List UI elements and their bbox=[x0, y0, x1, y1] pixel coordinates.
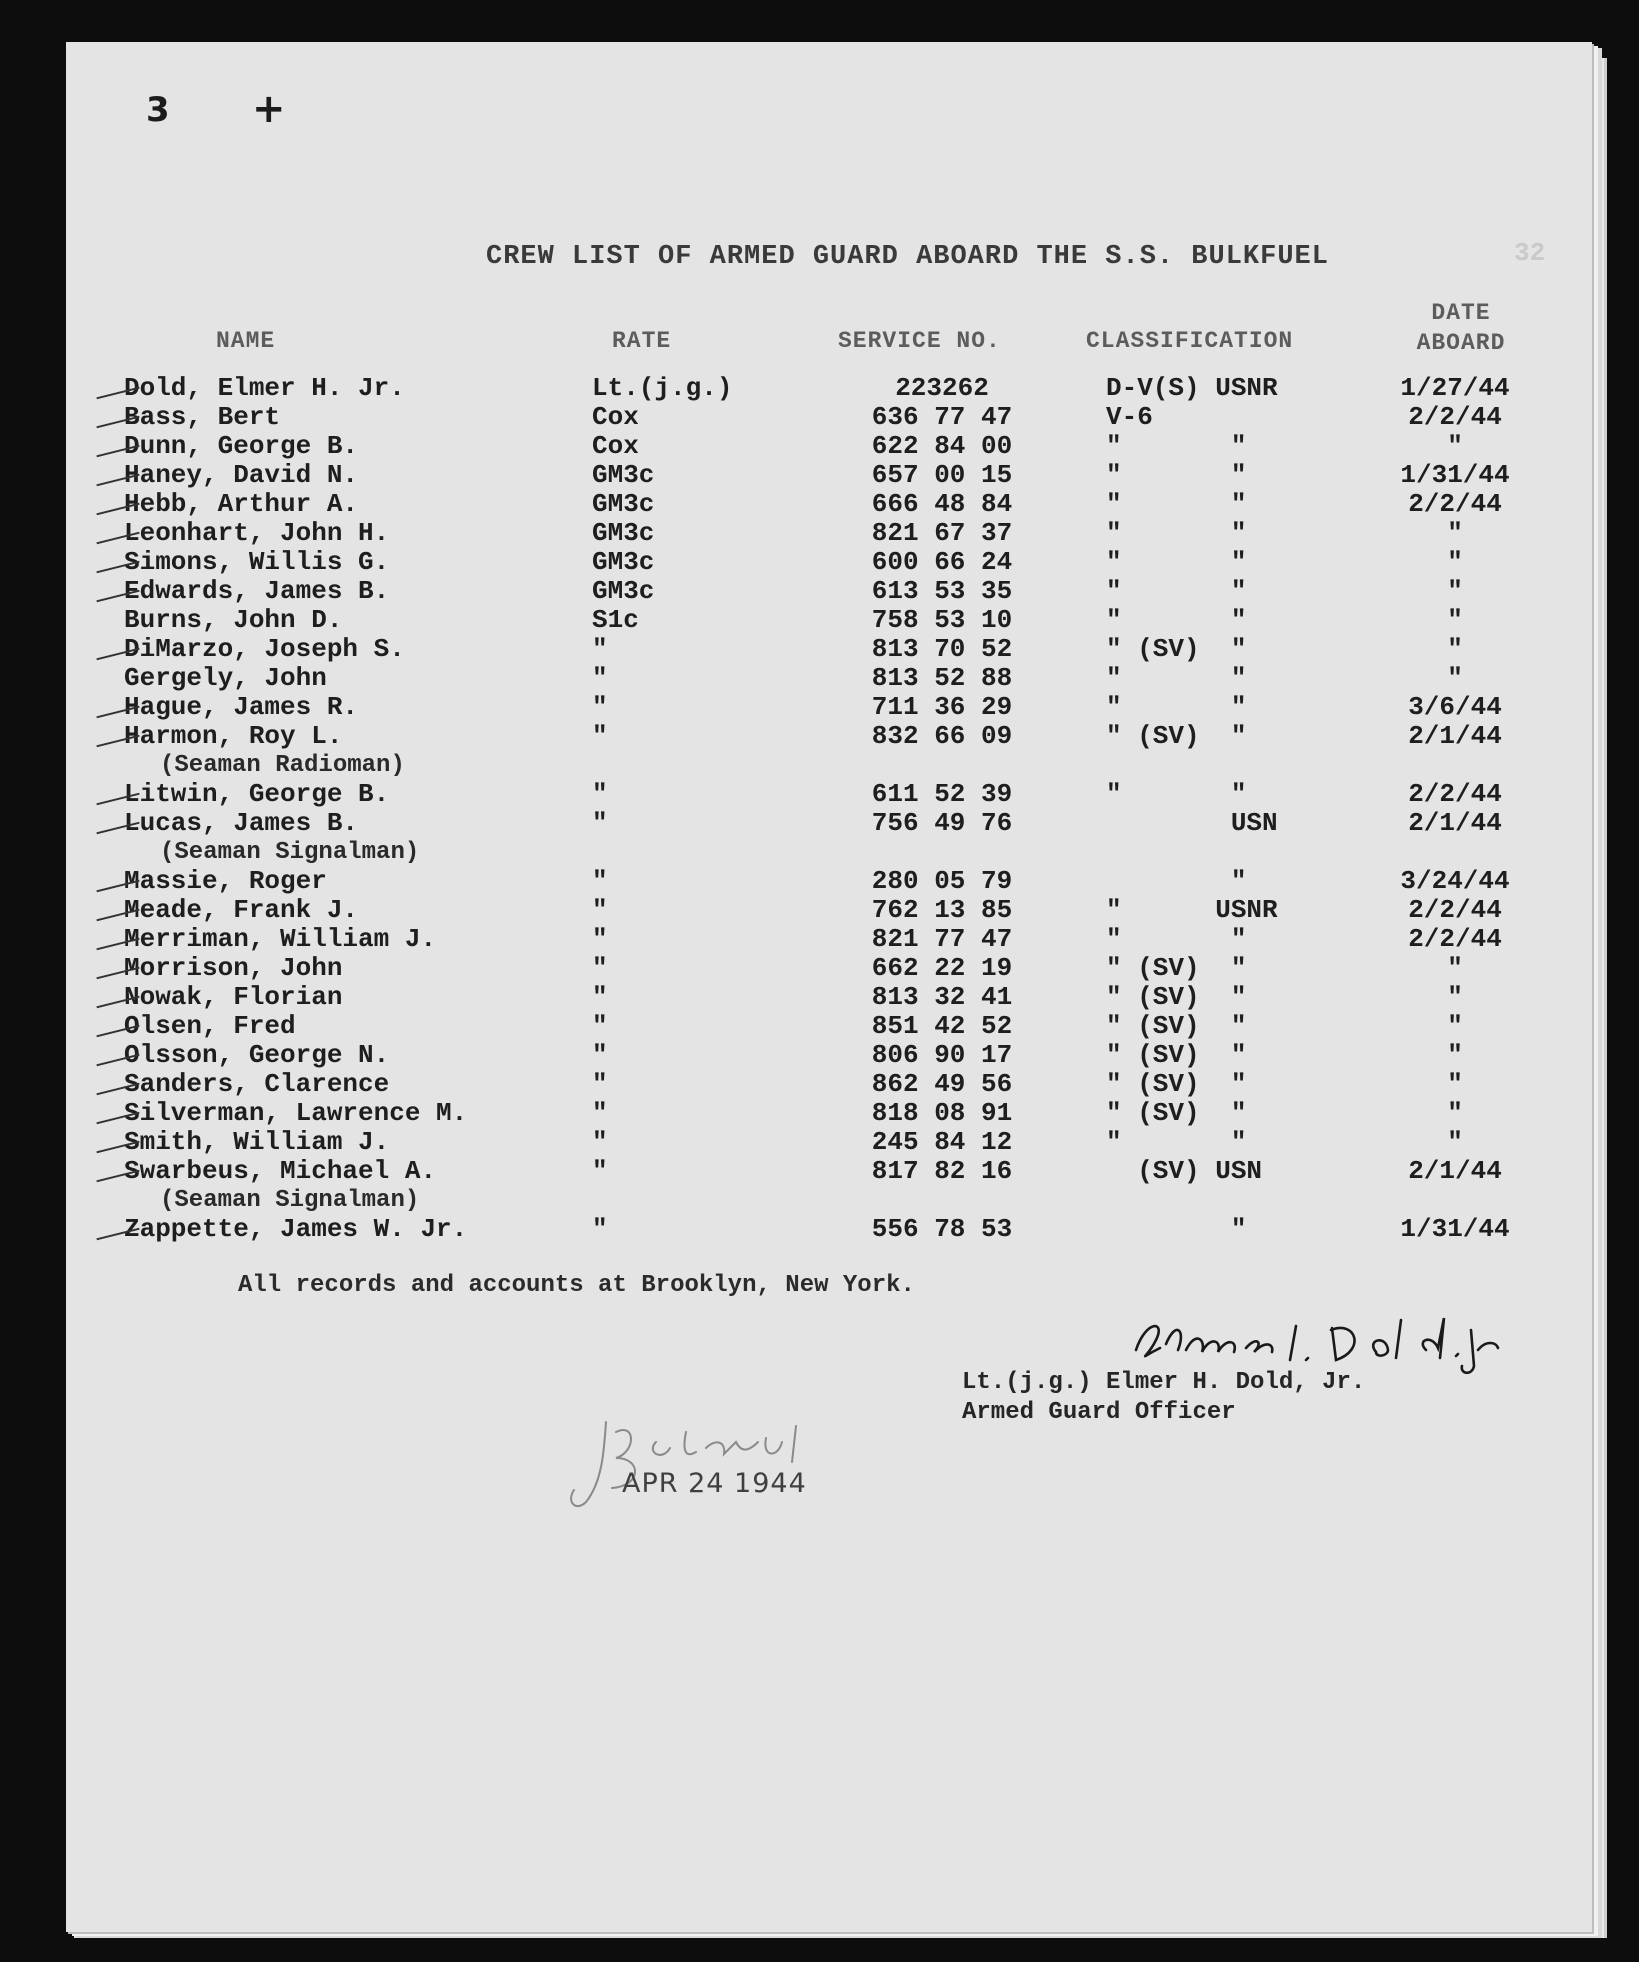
crew-service-no: 821 67 37 bbox=[871, 518, 1013, 548]
crew-date-aboard: " bbox=[1447, 1069, 1463, 1099]
crew-date-aboard: " bbox=[1447, 953, 1463, 983]
crew-date-aboard: 2/1/44 bbox=[1408, 1156, 1502, 1186]
crew-classification: " " bbox=[1106, 431, 1247, 461]
crew-rate: " bbox=[592, 634, 608, 664]
crew-rate: " bbox=[592, 1127, 608, 1157]
table-row bbox=[66, 461, 1592, 490]
table-row bbox=[66, 1128, 1592, 1157]
crew-service-no: 862 49 56 bbox=[871, 1069, 1013, 1099]
crew-classification: " " bbox=[1106, 1127, 1247, 1157]
crew-classification: " (SV) " bbox=[1106, 1098, 1247, 1128]
crew-name: Leonhart, John H. bbox=[124, 518, 390, 548]
crew-date-aboard: 2/1/44 bbox=[1408, 808, 1502, 838]
crew-service-no: 813 52 88 bbox=[871, 663, 1013, 693]
crew-classification: " " bbox=[1106, 518, 1247, 548]
crew-rate: GM3c bbox=[592, 576, 655, 606]
crew-classification: " (SV) " bbox=[1106, 634, 1247, 664]
crew-service-no: 636 77 47 bbox=[871, 402, 1013, 432]
crew-date-aboard: " bbox=[1447, 547, 1463, 577]
table-row bbox=[66, 693, 1592, 722]
column-header-date-line1: DATE bbox=[1431, 300, 1491, 326]
table-row bbox=[66, 374, 1592, 403]
table-row bbox=[66, 780, 1592, 809]
crew-service-no: 758 53 10 bbox=[871, 605, 1013, 635]
handwritten-initials bbox=[546, 1402, 846, 1522]
crew-classification: " bbox=[1106, 866, 1247, 896]
crew-rate: GM3c bbox=[592, 489, 655, 519]
crew-date-aboard: " bbox=[1447, 605, 1463, 635]
crew-date-aboard: " bbox=[1447, 1040, 1463, 1070]
crew-service-no: 657 00 15 bbox=[871, 460, 1013, 490]
crew-classification: USN bbox=[1106, 808, 1278, 838]
crew-name: Morrison, John bbox=[124, 953, 343, 983]
crew-service-no: 666 48 84 bbox=[871, 489, 1013, 519]
crew-date-aboard: " bbox=[1447, 1127, 1463, 1157]
crew-date-aboard: " bbox=[1447, 518, 1463, 548]
corner-mark-number: 3 bbox=[146, 90, 170, 130]
crew-classification: (SV) USN bbox=[1106, 1156, 1263, 1186]
crew-date-aboard: 2/2/44 bbox=[1408, 779, 1502, 809]
crew-rate: S1c bbox=[592, 605, 639, 635]
crew-name: Olsson, George N. bbox=[124, 1040, 390, 1070]
crew-date-aboard: 2/1/44 bbox=[1408, 721, 1502, 751]
crew-name: Swarbeus, Michael A. bbox=[124, 1156, 437, 1186]
crew-duty-note: (Seaman Radioman) bbox=[160, 752, 405, 779]
crew-rate: GM3c bbox=[592, 460, 655, 490]
crew-rate: " bbox=[592, 982, 608, 1012]
crew-classification: " " bbox=[1106, 460, 1247, 490]
crew-name: Smith, William J. bbox=[124, 1127, 390, 1157]
table-row bbox=[66, 664, 1592, 693]
table-row bbox=[66, 1215, 1592, 1244]
crew-name: Sanders, Clarence bbox=[124, 1069, 390, 1099]
table-row bbox=[66, 490, 1592, 519]
table-row bbox=[66, 548, 1592, 577]
crew-name: Harmon, Roy L. bbox=[124, 721, 343, 751]
crew-service-no: 600 66 24 bbox=[871, 547, 1013, 577]
column-header-date-aboard bbox=[1376, 298, 1546, 358]
page-number: 32 bbox=[1514, 238, 1546, 268]
document-page bbox=[66, 42, 1592, 1932]
crew-name: Haney, David N. bbox=[124, 460, 359, 490]
crew-name: Bass, Bert bbox=[124, 402, 281, 432]
crew-date-aboard: " bbox=[1447, 663, 1463, 693]
records-note: All records and accounts at Brooklyn, New York. bbox=[238, 1272, 915, 1299]
crew-rate: GM3c bbox=[592, 518, 655, 548]
table-row bbox=[66, 925, 1592, 954]
crew-service-no: 622 84 00 bbox=[871, 431, 1013, 461]
crew-service-no: 756 49 76 bbox=[871, 808, 1013, 838]
crew-service-no: 818 08 91 bbox=[871, 1098, 1013, 1128]
crew-classification: " (SV) " bbox=[1106, 721, 1247, 751]
column-header-name: NAME bbox=[216, 328, 276, 354]
crew-rate: " bbox=[592, 663, 608, 693]
crew-duty-note: (Seaman Signalman) bbox=[160, 1187, 420, 1214]
crew-name: Dunn, George B. bbox=[124, 431, 359, 461]
signature-title: Armed Guard Officer bbox=[962, 1399, 1236, 1426]
crew-name: Meade, Frank J. bbox=[124, 895, 359, 925]
column-header-service-no: SERVICE NO. bbox=[838, 328, 1001, 354]
table-row bbox=[66, 722, 1592, 751]
page-title: CREW LIST OF ARMED GUARD ABOARD THE S.S. BULKFUEL bbox=[486, 242, 1329, 272]
crew-service-no: 813 32 41 bbox=[871, 982, 1013, 1012]
crew-rate: " bbox=[592, 895, 608, 925]
table-row bbox=[66, 1070, 1592, 1099]
table-row bbox=[66, 1012, 1592, 1041]
crew-date-aboard: " bbox=[1447, 1011, 1463, 1041]
crew-service-no: 711 36 29 bbox=[871, 692, 1013, 722]
crew-service-no: 662 22 19 bbox=[871, 953, 1013, 983]
crew-classification: " " bbox=[1106, 663, 1247, 693]
table-row bbox=[66, 1157, 1592, 1186]
crew-service-no: 817 82 16 bbox=[871, 1156, 1013, 1186]
table-row bbox=[66, 432, 1592, 461]
crew-classification: " (SV) " bbox=[1106, 1069, 1247, 1099]
crew-rate: " bbox=[592, 1156, 608, 1186]
table-row bbox=[66, 809, 1592, 838]
crew-rate: " bbox=[592, 1011, 608, 1041]
crew-name: Nowak, Florian bbox=[124, 982, 343, 1012]
crew-service-no: 832 66 09 bbox=[871, 721, 1013, 751]
crew-date-aboard: 1/27/44 bbox=[1400, 373, 1510, 403]
crew-service-no: 762 13 85 bbox=[871, 895, 1013, 925]
crew-rate: GM3c bbox=[592, 547, 655, 577]
crew-name: Hague, James R. bbox=[124, 692, 359, 722]
table-row bbox=[66, 519, 1592, 548]
crew-date-aboard: " bbox=[1447, 982, 1463, 1012]
crew-date-aboard: 2/2/44 bbox=[1408, 924, 1502, 954]
crew-name: Merriman, William J. bbox=[124, 924, 437, 954]
crew-rate: " bbox=[592, 692, 608, 722]
table-row bbox=[66, 1099, 1592, 1128]
crew-rate: Lt.(j.g.) bbox=[592, 373, 733, 403]
table-row bbox=[66, 577, 1592, 606]
crew-classification: " " bbox=[1106, 692, 1247, 722]
crew-name: Edwards, James B. bbox=[124, 576, 390, 606]
crew-name: Gergely, John bbox=[124, 663, 327, 693]
crew-rate: Cox bbox=[592, 402, 639, 432]
signature-block bbox=[962, 1368, 1365, 1428]
crew-name: Zappette, James W. Jr. bbox=[124, 1214, 468, 1244]
crew-classification: " (SV) " bbox=[1106, 1011, 1247, 1041]
crew-rate: " bbox=[592, 1040, 608, 1070]
column-header-classification: CLASSIFICATION bbox=[1086, 328, 1294, 354]
crew-name: Burns, John D. bbox=[124, 605, 343, 635]
crew-service-no: 280 05 79 bbox=[871, 866, 1013, 896]
signature-rank-name: Lt.(j.g.) Elmer H. Dold, Jr. bbox=[962, 1369, 1366, 1396]
crew-service-no: 821 77 47 bbox=[871, 924, 1013, 954]
corner-mark-cross: + bbox=[252, 86, 286, 132]
crew-service-no: 613 53 35 bbox=[871, 576, 1013, 606]
crew-classification: " " bbox=[1106, 576, 1247, 606]
crew-date-aboard: 1/31/44 bbox=[1400, 460, 1510, 490]
crew-rate: " bbox=[592, 808, 608, 838]
crew-rate: " bbox=[592, 779, 608, 809]
crew-classification: " (SV) " bbox=[1106, 953, 1247, 983]
crew-rate: " bbox=[592, 953, 608, 983]
table-row bbox=[66, 867, 1592, 896]
crew-rate: " bbox=[592, 866, 608, 896]
column-header-date-line2: ABOARD bbox=[1416, 330, 1506, 356]
crew-date-aboard: 2/2/44 bbox=[1408, 489, 1502, 519]
table-row bbox=[66, 635, 1592, 664]
crew-name: Simons, Willis G. bbox=[124, 547, 390, 577]
crew-service-no: 851 42 52 bbox=[871, 1011, 1013, 1041]
table-row bbox=[66, 1041, 1592, 1070]
crew-date-aboard: 3/24/44 bbox=[1400, 866, 1510, 896]
crew-date-aboard: 3/6/44 bbox=[1408, 692, 1502, 722]
crew-classification: " " bbox=[1106, 924, 1247, 954]
crew-date-aboard: " bbox=[1447, 634, 1463, 664]
crew-service-no: 556 78 53 bbox=[871, 1214, 1013, 1244]
crew-service-no: 223262 bbox=[895, 373, 989, 403]
crew-duty-note: (Seaman Signalman) bbox=[160, 839, 420, 866]
crew-date-aboard: " bbox=[1447, 1098, 1463, 1128]
received-date-stamp: APR 24 1944 bbox=[622, 1468, 807, 1499]
crew-classification: " " bbox=[1106, 779, 1247, 809]
crew-name: Olsen, Fred bbox=[124, 1011, 296, 1041]
crew-date-aboard: " bbox=[1447, 576, 1463, 606]
table-row bbox=[66, 606, 1592, 635]
crew-service-no: 611 52 39 bbox=[871, 779, 1013, 809]
crew-name: Massie, Roger bbox=[124, 866, 327, 896]
crew-classification: " (SV) " bbox=[1106, 1040, 1247, 1070]
crew-classification: " " bbox=[1106, 489, 1247, 519]
crew-classification: V-6 bbox=[1106, 402, 1153, 432]
crew-name: Litwin, George B. bbox=[124, 779, 390, 809]
crew-service-no: 813 70 52 bbox=[871, 634, 1013, 664]
crew-rate: " bbox=[592, 721, 608, 751]
crew-rate: " bbox=[592, 1214, 608, 1244]
crew-date-aboard: " bbox=[1447, 431, 1463, 461]
crew-date-aboard: 1/31/44 bbox=[1400, 1214, 1510, 1244]
crew-classification: D-V(S) USNR bbox=[1106, 373, 1278, 403]
crew-rate: " bbox=[592, 1069, 608, 1099]
crew-date-aboard: 2/2/44 bbox=[1408, 402, 1502, 432]
table-row bbox=[66, 983, 1592, 1012]
column-header-rate: RATE bbox=[612, 328, 672, 354]
crew-classification: " (SV) " bbox=[1106, 982, 1247, 1012]
crew-classification: " bbox=[1106, 1214, 1247, 1244]
crew-service-no: 806 90 17 bbox=[871, 1040, 1013, 1070]
crew-date-aboard: 2/2/44 bbox=[1408, 895, 1502, 925]
crew-name: Silverman, Lawrence M. bbox=[124, 1098, 468, 1128]
crew-service-no: 245 84 12 bbox=[871, 1127, 1013, 1157]
crew-name: DiMarzo, Joseph S. bbox=[124, 634, 405, 664]
crew-classification: " USNR bbox=[1106, 895, 1278, 925]
crew-rate: " bbox=[592, 1098, 608, 1128]
crew-name: Dold, Elmer H. Jr. bbox=[124, 373, 405, 403]
crew-classification: " " bbox=[1106, 547, 1247, 577]
crew-name: Lucas, James B. bbox=[124, 808, 359, 838]
crew-classification: " " bbox=[1106, 605, 1247, 635]
crew-rate: " bbox=[592, 924, 608, 954]
crew-name: Hebb, Arthur A. bbox=[124, 489, 359, 519]
crew-rate: Cox bbox=[592, 431, 639, 461]
table-row bbox=[66, 896, 1592, 925]
table-row bbox=[66, 403, 1592, 432]
table-row bbox=[66, 954, 1592, 983]
